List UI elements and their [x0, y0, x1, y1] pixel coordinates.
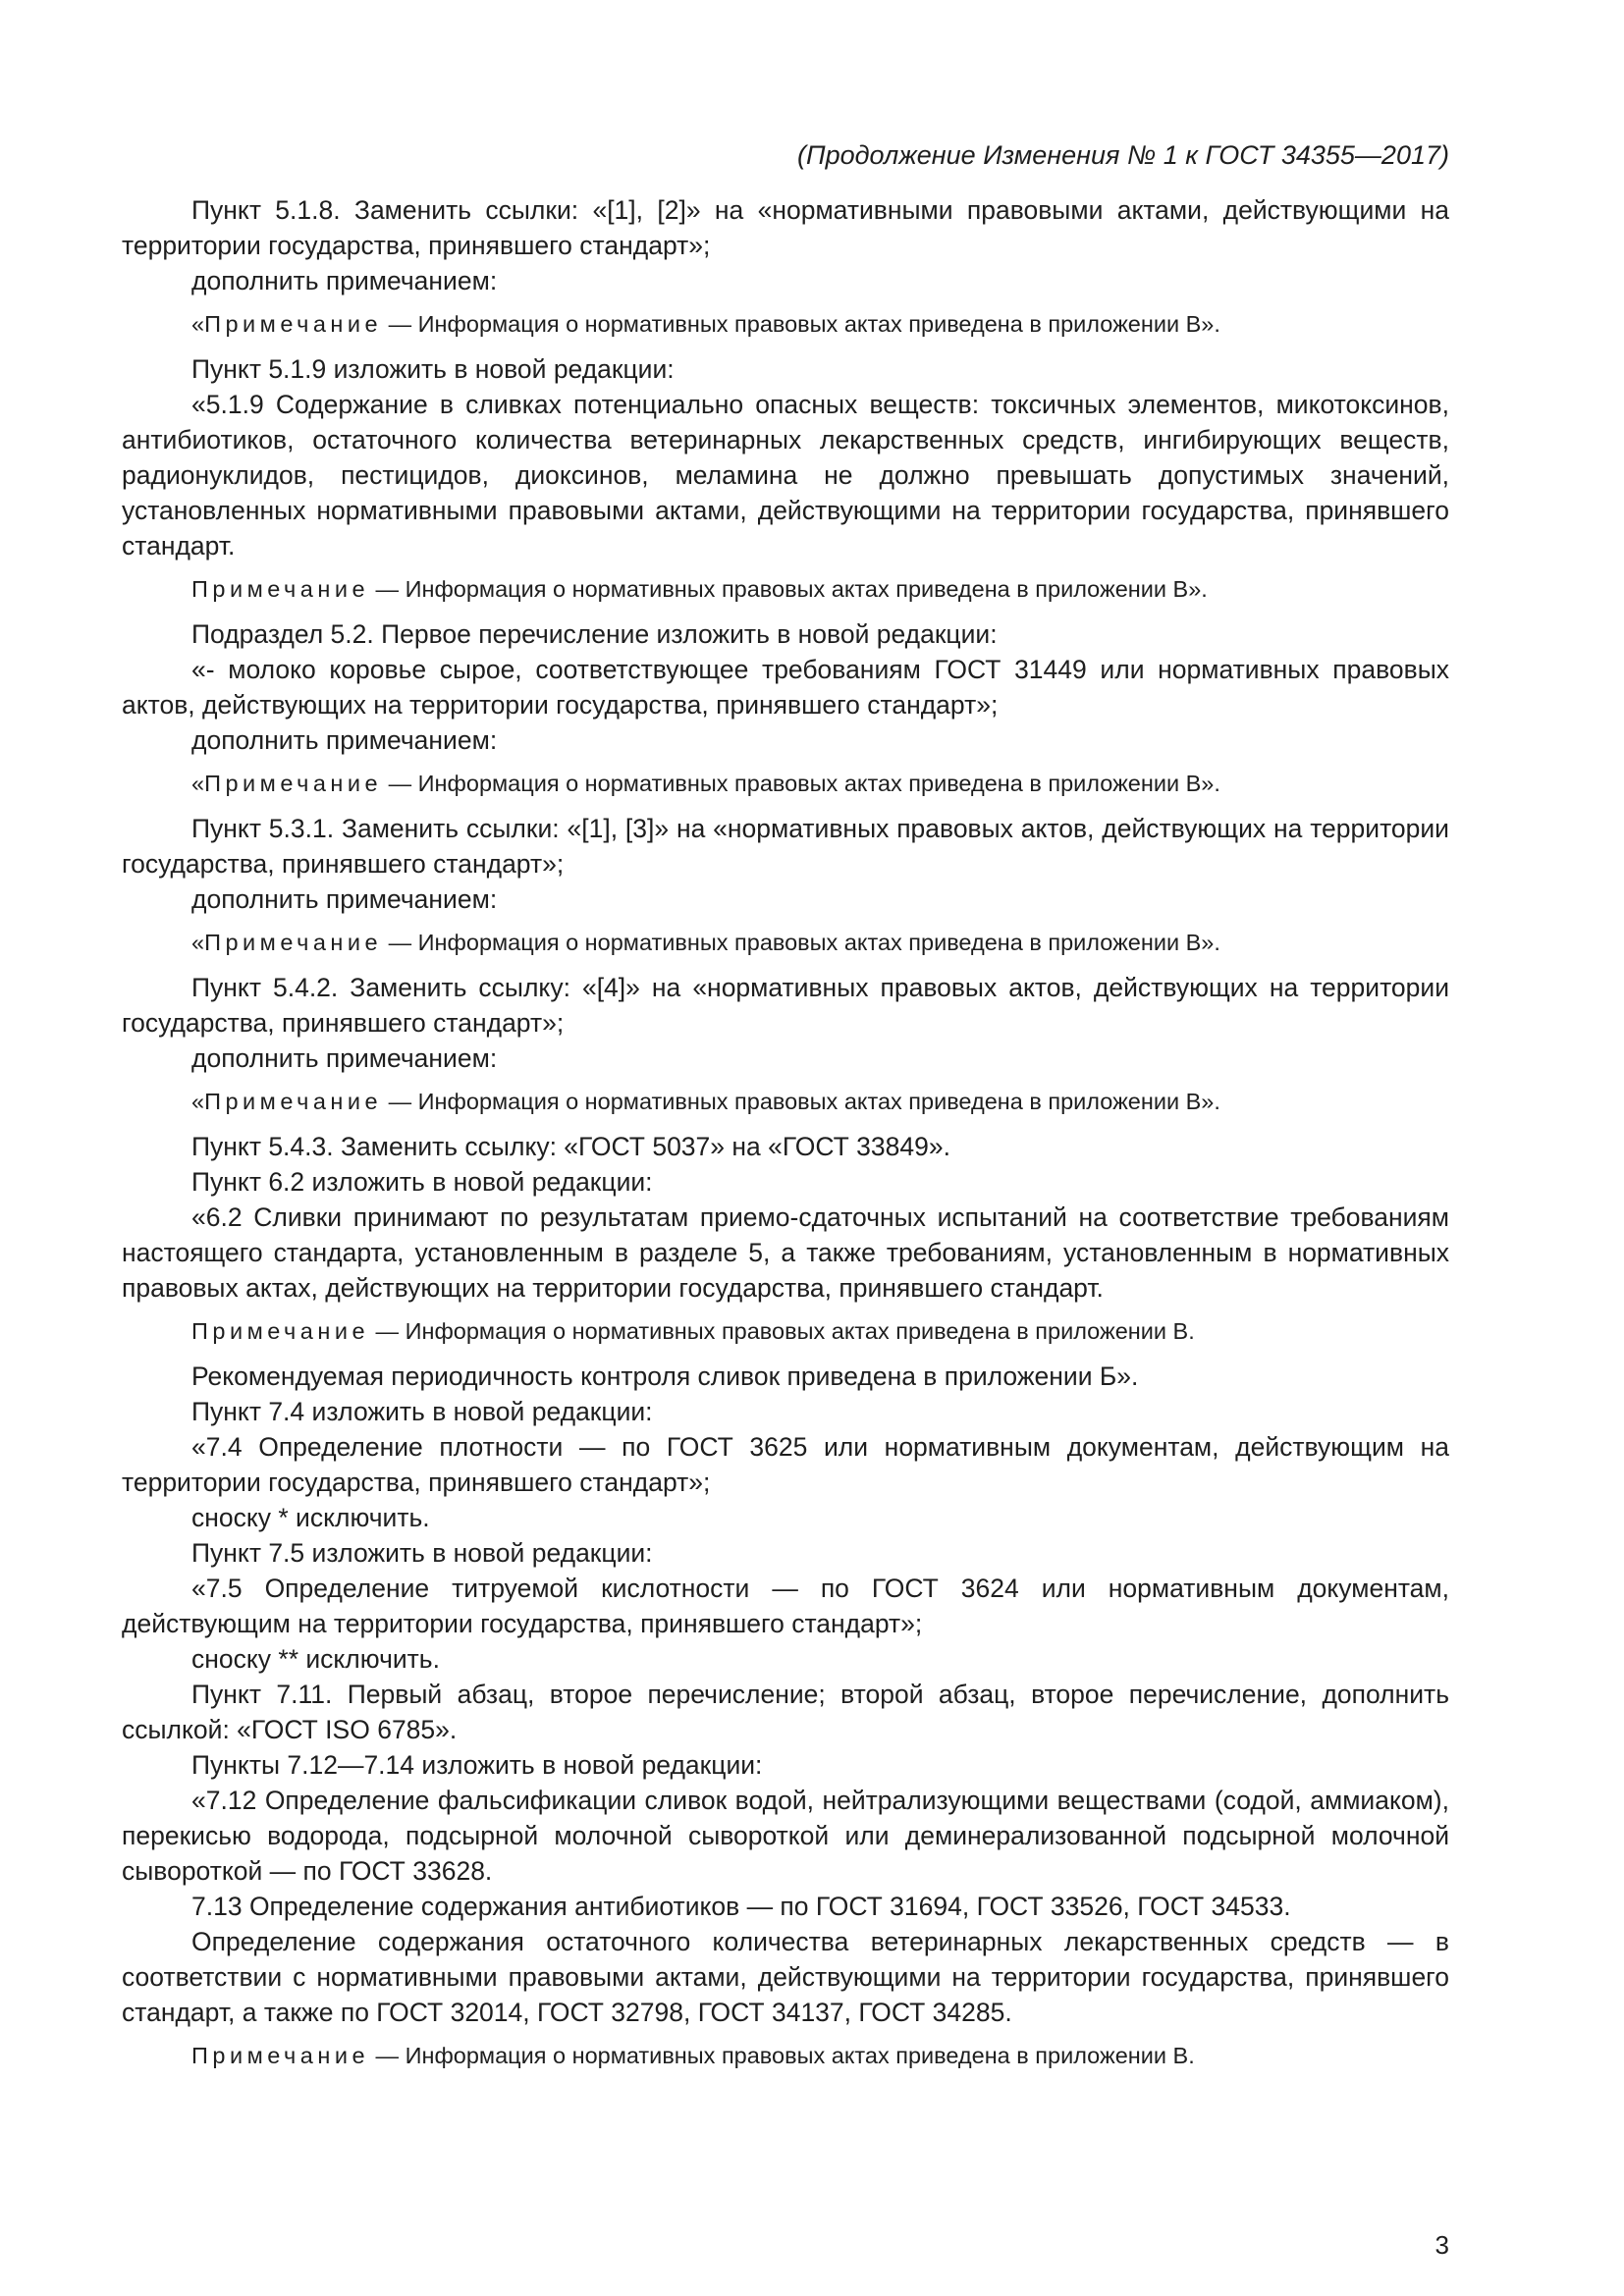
paragraph: «7.5 Определение титруемой кислотности — по ГОСТ 3624 или нормативным документам, действующим на территории государства, принявшего стандарт»;: [122, 1574, 1449, 1638]
note: «Примечание — Информация о нормативных правовых актах приведена в приложении В».: [191, 930, 1220, 955]
paragraph: Рекомендуемая периодичность контроля сливок приведена в приложении Б».: [191, 1362, 1139, 1391]
paragraph: дополнить примечанием:: [191, 1043, 498, 1073]
note: [122, 2040, 1449, 2071]
note: «Примечание — Информация о нормативных правовых актах приведена в приложении В».: [191, 1089, 1220, 1114]
paragraph: «6.2 Сливки принимают по результатам приемо-сдаточных испытаний на соответствие требованиям настоящего стандарта, установленным в разделе 5, а также требованиям, установленным в нормативных правовых актах, действующих на территории государства, принявшего стандарт.: [122, 1202, 1449, 1303]
paragraph: Пункт 5.1.8. Заменить ссылки: «[1], [2]» на «нормативными правовыми актами, действующими на территории государства, принявшего стандарт»;: [122, 195, 1449, 260]
paragraph: Подраздел 5.2. Первое перечисление изложить в новой редакции:: [191, 619, 998, 649]
paragraph: Пункт 5.1.9 изложить в новой редакции:: [191, 354, 675, 384]
paragraph: Пункт 5.4.3. Заменить ссылку: «ГОСТ 5037» на «ГОСТ 33849».: [191, 1132, 950, 1161]
note: «Примечание — Информация о нормативных правовых актах приведена в приложении В».: [191, 771, 1220, 796]
paragraph: Пункт 5.3.1. Заменить ссылки: «[1], [3]» на «нормативных правовых актов, действующих на территории государства, принявшего стандарт»;: [122, 814, 1449, 879]
note-label: Примечание: [204, 771, 383, 796]
paragraph: сноску * исключить.: [191, 1503, 430, 1532]
note: [122, 573, 1449, 605]
note-text: — Информация о нормативных правовых актах приведена в приложении В».: [382, 930, 1220, 955]
note-text: — Информация о нормативных правовых актах приведена в приложении В».: [382, 311, 1220, 337]
note-text: — Информация о нормативных правовых актах приведена в приложении В.: [369, 1318, 1195, 1344]
note-text: — Информация о нормативных правовых актах приведена в приложении В.: [369, 2043, 1195, 2068]
paragraph: Пункт 7.11. Первый абзац, второе перечисление; второй абзац, второе перечисление, дополнить ссылкой: «ГОСТ ISO 6785».: [122, 1680, 1449, 1744]
paragraph: Определение содержания остаточного количества ветеринарных лекарственных средств — в соответствии с нормативными правовыми актами, действующими на территории государства, принявшего стандарт, а также по ГОСТ 32014, ГОСТ 32798, ГОСТ 34137, ГОСТ 34285.: [122, 1927, 1449, 2027]
note-label: Примечание: [191, 576, 370, 602]
note-text: — Информация о нормативных правовых актах приведена в приложении В».: [369, 576, 1208, 602]
paragraph: сноску ** исключить.: [191, 1644, 440, 1674]
note: [122, 1315, 1449, 1347]
paragraph: Пункты 7.12—7.14 изложить в новой редакции:: [191, 1750, 763, 1780]
note-text: — Информация о нормативных правовых актах приведена в приложении В».: [382, 771, 1220, 796]
running-header: (Продолжение Изменения № 1 к ГОСТ 34355—2017): [797, 140, 1449, 170]
paragraph: «7.12 Определение фальсификации сливок водой, нейтрализующими веществами (содой, аммиаком), перекисью водорода, подсырной молочной сывороткой или деминерализованной подсырной молочной сывороткой — по ГОСТ 33628.: [122, 1786, 1449, 1886]
note-text: — Информация о нормативных правовых актах приведена в приложении В».: [382, 1089, 1220, 1114]
paragraph: Пункт 7.4 изложить в новой редакции:: [191, 1397, 653, 1426]
paragraph: «- молоко коровье сырое, соответствующее требованиям ГОСТ 31449 или нормативных правовых актов, действующих на территории государства, принявшего стандарт»;: [122, 655, 1449, 720]
document-page: [122, 137, 1449, 2083]
paragraph: Пункт 6.2 изложить в новой редакции:: [191, 1167, 653, 1197]
note-label: Примечание: [191, 1318, 370, 1344]
page-number: 3: [1435, 2230, 1449, 2260]
paragraph: Пункт 7.5 изложить в новой редакции:: [191, 1538, 653, 1568]
note-label: Примечание: [191, 2043, 370, 2068]
paragraph: «5.1.9 Содержание в сливках потенциально опасных веществ: токсичных элементов, микотоксинов, антибиотиков, остаточного количества ветеринарных лекарственных средств, ингибирующих веществ, радионуклидов, пестицидов, диоксинов, меламина не должно превышать допустимых значений, установленных нормативными правовыми актами, действующими на территории государства, принявшего стандарт.: [122, 390, 1449, 561]
paragraph: «7.4 Определение плотности — по ГОСТ 3625 или нормативным документам, действующим на территории государства, принявшего стандарт»;: [122, 1432, 1449, 1497]
note-label: Примечание: [204, 930, 383, 955]
note-label: Примечание: [204, 1089, 383, 1114]
note: «Примечание — Информация о нормативных правовых актах приведена в приложении В».: [191, 311, 1220, 337]
paragraph: 7.13 Определение содержания антибиотиков — по ГОСТ 31694, ГОСТ 33526, ГОСТ 34533.: [191, 1892, 1291, 1921]
note-label: Примечание: [204, 311, 383, 337]
paragraph: Пункт 5.4.2. Заменить ссылку: «[4]» на «нормативных правовых актов, действующих на территории государства, принявшего стандарт»;: [122, 973, 1449, 1038]
paragraph: дополнить примечанием:: [191, 725, 498, 755]
paragraph: дополнить примечанием:: [191, 266, 498, 295]
paragraph: дополнить примечанием:: [191, 884, 498, 914]
